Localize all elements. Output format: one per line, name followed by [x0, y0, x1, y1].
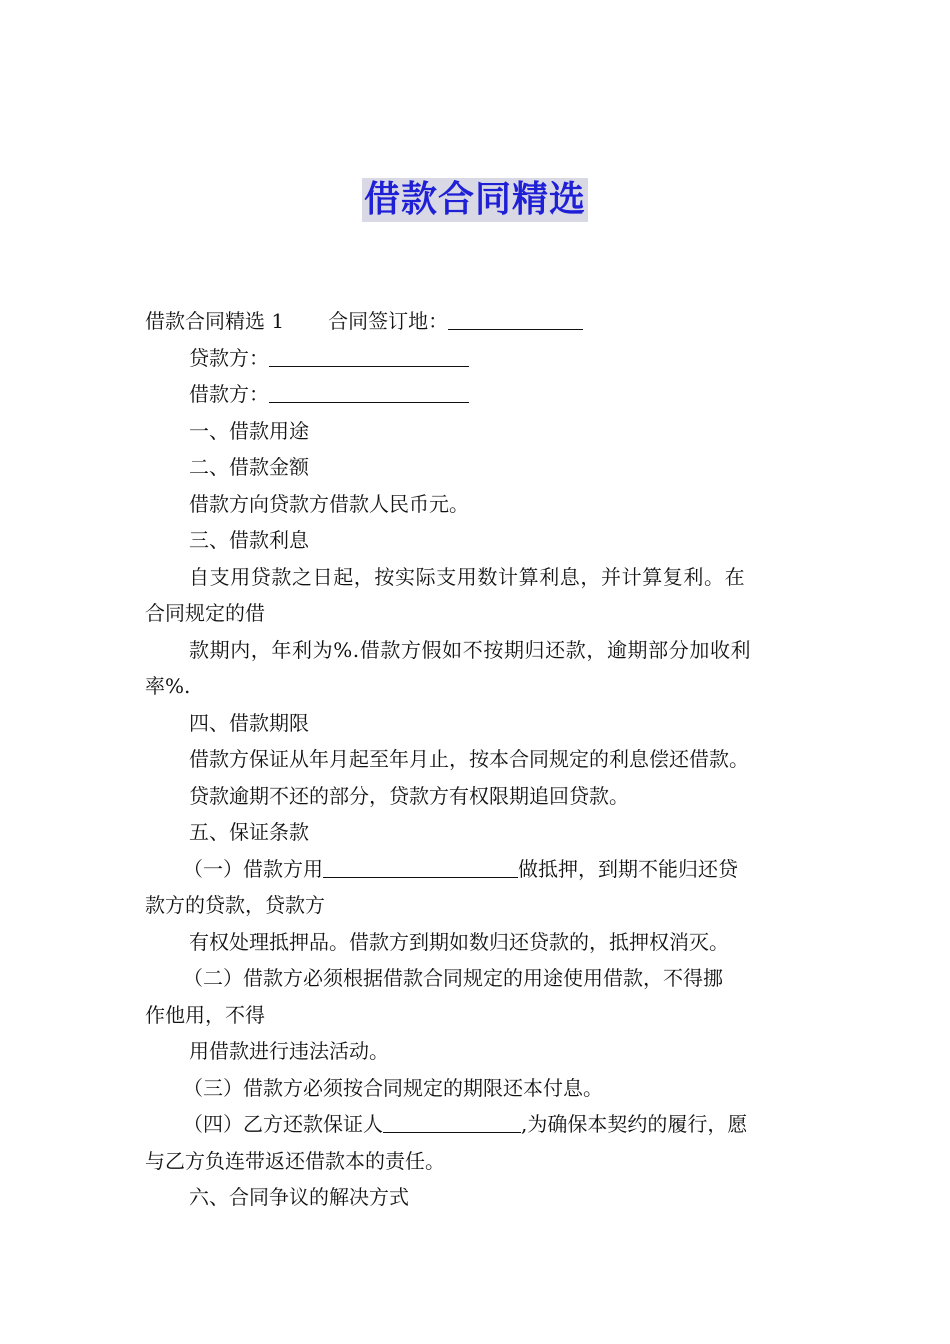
collateral-blank	[323, 857, 518, 878]
section-3-text-a: 自支用贷款之日起，按实际支用数计算利息，并计算复利。在	[189, 564, 746, 589]
section-3-text-c: 款期内，年利为%.借款方假如不按期归还款，逾期部分加收利	[189, 637, 752, 662]
clause-5-1-line	[145, 851, 810, 888]
clause-5-4-post: ,为确保本契约的履行，愿	[521, 1112, 748, 1136]
signing-place-blank	[448, 309, 583, 330]
document-title: 借款合同精选	[363, 179, 586, 220]
clause-5-2-a: （二）借款方必须根据借款合同规定的用途使用借款，不得挪	[183, 966, 723, 990]
document-body	[145, 303, 810, 1216]
clause-5-1-pre: （一）借款方用	[183, 856, 323, 881]
section-heading-4: 四、借款期限	[189, 710, 309, 735]
clause-5-1-post: 做抵押，到期不能归还贷	[518, 856, 738, 881]
lender-blank	[269, 346, 469, 367]
section-3-text-d: 率%.	[145, 674, 191, 698]
guarantor-blank	[383, 1112, 521, 1133]
section-2-text: 借款方向贷款方借款人民币元。	[189, 491, 469, 516]
clause-5-4-b: 与乙方负连带返还借款本的责任。	[145, 1148, 445, 1173]
section-4-text-a: 借款方保证从年月起至年月止，按本合同规定的利息偿还借款。	[189, 747, 749, 771]
clause-5-1-c: 有权处理抵押品。借款方到期如数归还贷款的，抵押权消灭。	[189, 929, 729, 954]
header-line	[145, 303, 810, 340]
borrower-line	[145, 376, 810, 413]
clause-5-1-b: 款方的贷款，贷款方	[145, 893, 325, 917]
section-heading-1: 一、借款用途	[189, 418, 309, 443]
clause-5-4-pre: （四）乙方还款保证人	[183, 1112, 383, 1136]
clause-5-3: （三）借款方必须按合同规定的期限还本付息。	[183, 1075, 603, 1100]
section-4-text-b: 贷款逾期不还的部分，贷款方有权限期追回贷款。	[189, 783, 629, 808]
contract-label: 借款合同精选 1	[145, 309, 285, 333]
section-heading-2: 二、借款金额	[189, 455, 309, 479]
section-heading-6: 六、合同争议的解决方式	[189, 1185, 409, 1209]
clause-5-2-b: 作他用，不得	[145, 1002, 265, 1027]
borrower-label: 借款方：	[189, 382, 269, 406]
lender-label: 贷款方：	[189, 345, 269, 370]
section-3-text-b: 合同规定的借	[145, 601, 265, 625]
clause-5-2-c: 用借款进行违法活动。	[189, 1039, 389, 1063]
clause-5-4-line	[145, 1106, 810, 1143]
signing-place-label: 合同签订地：	[328, 309, 449, 333]
borrower-blank	[269, 382, 469, 403]
section-heading-5: 五、保证条款	[189, 820, 309, 844]
lender-line	[145, 340, 810, 377]
section-heading-3: 三、借款利息	[189, 528, 309, 552]
title-container	[0, 178, 950, 222]
